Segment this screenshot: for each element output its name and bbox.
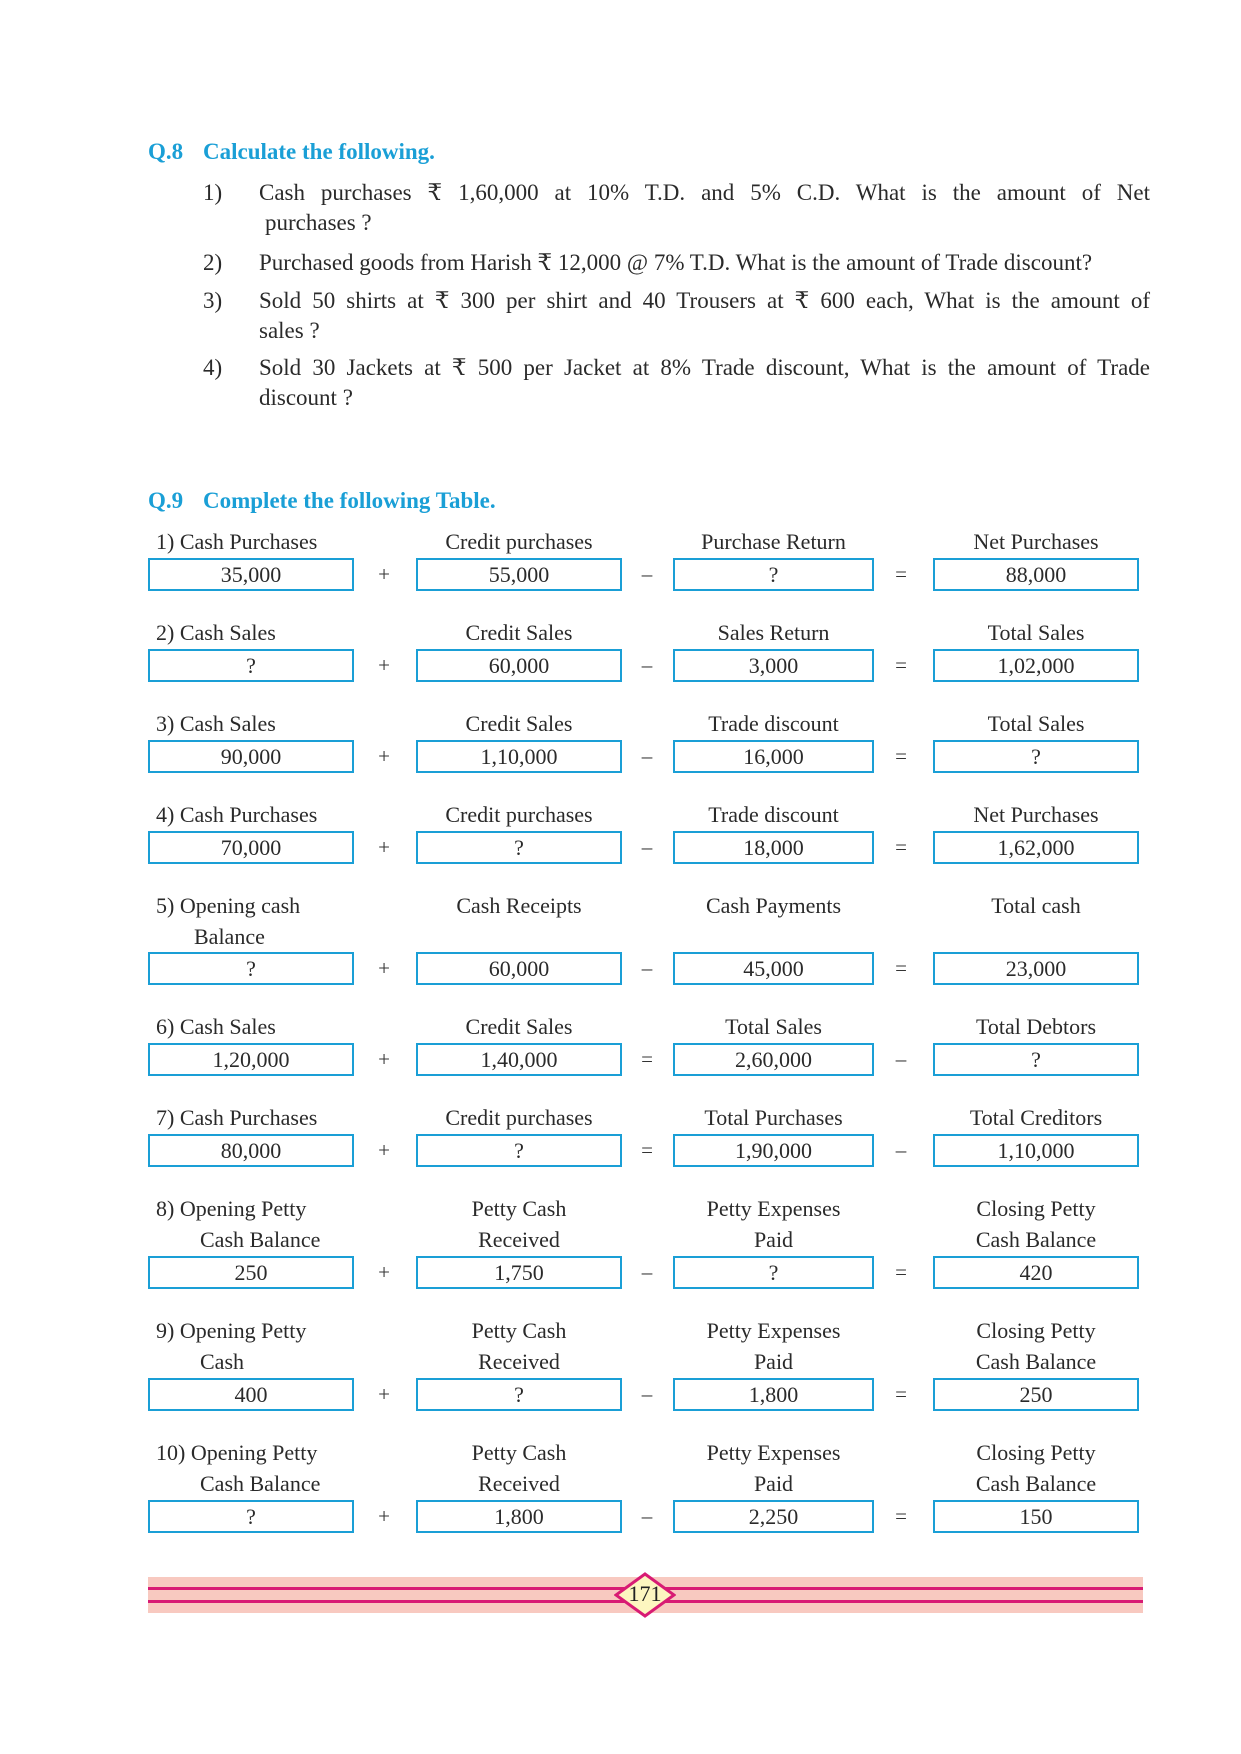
row-3-col-1-label [156, 708, 396, 739]
row-10-col-3-label [673, 1437, 874, 1499]
item-text-cont: discount ? [259, 385, 353, 410]
value-box: 1,800 [673, 1378, 874, 1411]
plus-operator: + [378, 835, 390, 859]
row-index: 6) [156, 1014, 175, 1039]
label-text: Net Purchases [973, 529, 1099, 554]
row-1-col-1-label [156, 526, 396, 557]
value-box: 2,250 [673, 1500, 874, 1533]
value-box: 400 [148, 1378, 354, 1411]
label-text: Closing Petty [976, 1440, 1096, 1465]
minus-operator: – [641, 1382, 653, 1406]
label-text-line2: Cash Balance [975, 1471, 1097, 1496]
minus-operator: – [641, 835, 653, 859]
row-2-col-1-label [156, 617, 396, 648]
label-text-line2: Balance [194, 924, 265, 949]
value-box: 23,000 [933, 952, 1139, 985]
label-text: Trade discount [708, 711, 839, 736]
label-text: Opening Petty [174, 1196, 307, 1221]
value-box: 1,800 [416, 1500, 622, 1533]
item-text-cont: purchases ? [265, 210, 372, 235]
plus-operator: + [378, 1504, 390, 1528]
answer-blank-box[interactable]: ? [148, 649, 354, 682]
label-text-line2: Received [478, 1227, 560, 1252]
minus-operator: – [641, 562, 653, 586]
equals-operator: = [895, 1382, 907, 1406]
row-1-col-3-label [673, 526, 874, 557]
row-index: 7) [156, 1105, 175, 1130]
label-text: Credit Sales [465, 711, 573, 736]
answer-blank-box[interactable]: ? [416, 1378, 622, 1411]
equals-operator: = [895, 1260, 907, 1284]
label-text: Cash Sales [174, 1014, 276, 1039]
value-box: 70,000 [148, 831, 354, 864]
row-index: 5) [156, 893, 175, 918]
row-9-col-1-label [156, 1315, 396, 1377]
row-10-col-4-label [933, 1437, 1139, 1499]
answer-blank-box[interactable]: ? [673, 1256, 874, 1289]
q9-heading [148, 488, 496, 514]
label-text: Purchase Return [701, 529, 846, 554]
label-text: Total cash [991, 893, 1081, 918]
value-box: 18,000 [673, 831, 874, 864]
plus-operator: + [378, 744, 390, 768]
row-6-col-4-label [933, 1011, 1139, 1042]
minus-operator: – [641, 744, 653, 768]
label-text: Cash Purchases [174, 1105, 318, 1130]
equals-operator: = [895, 1504, 907, 1528]
row-4-col-4-label [933, 799, 1139, 830]
row-index: 4) [156, 802, 175, 827]
value-box: 45,000 [673, 952, 874, 985]
item-text: Purchased goods from Harish ₹ 12,000 @ 7% T.D. What is the amount of Trade discount? [259, 250, 1093, 275]
answer-blank-box[interactable]: ? [416, 1134, 622, 1167]
row-8-col-3-label [673, 1193, 874, 1255]
label-text: Closing Petty [976, 1196, 1096, 1221]
value-box: 1,62,000 [933, 831, 1139, 864]
label-text: Cash Sales [174, 620, 276, 645]
label-text: Petty Cash [471, 1318, 567, 1343]
value-box: 1,10,000 [416, 740, 622, 773]
minus-operator: – [641, 653, 653, 677]
label-text: Credit purchases [445, 529, 593, 554]
value-box: 1,20,000 [148, 1043, 354, 1076]
value-box: 88,000 [933, 558, 1139, 591]
row-9-col-4-label [933, 1315, 1139, 1377]
q9-number: Q.9 [148, 488, 184, 513]
q8-title: Calculate the following. [203, 139, 435, 164]
q9-title: Complete the following Table. [203, 488, 496, 513]
value-box: 2,60,000 [673, 1043, 874, 1076]
label-text: Opening cash [174, 893, 301, 918]
item-text: Cash purchases ₹ 1,60,000 at 10% T.D. and 5% C.D. What is the amount of Net [259, 180, 1150, 205]
row-8-col-4-label [933, 1193, 1139, 1255]
minus-operator: – [895, 1138, 907, 1162]
label-text: Cash Purchases [174, 529, 318, 554]
value-box: 1,750 [416, 1256, 622, 1289]
row-index: 9) [156, 1318, 175, 1343]
row-5-col-2-label [416, 890, 622, 921]
value-box: 1,02,000 [933, 649, 1139, 682]
label-text: Trade discount [708, 802, 839, 827]
row-7-col-3-label [673, 1102, 874, 1133]
row-8-col-1-label [156, 1193, 396, 1255]
row-6-col-2-label [416, 1011, 622, 1042]
value-box: 60,000 [416, 649, 622, 682]
answer-blank-box[interactable]: ? [148, 952, 354, 985]
label-text-line2: Paid [753, 1349, 794, 1374]
equals-operator: = [895, 562, 907, 586]
equals-operator: = [895, 653, 907, 677]
plus-operator: + [378, 1260, 390, 1284]
value-box: 250 [933, 1378, 1139, 1411]
value-box: 150 [933, 1500, 1139, 1533]
answer-blank-box[interactable]: ? [933, 1043, 1139, 1076]
row-7-col-1-label [156, 1102, 396, 1133]
label-text: Credit purchases [445, 802, 593, 827]
label-text-line2: Cash Balance [975, 1349, 1097, 1374]
label-text: Credit purchases [445, 1105, 593, 1130]
q8-item-4 [203, 353, 1153, 413]
q8-heading [148, 139, 435, 165]
value-box: 3,000 [673, 649, 874, 682]
row-index: 3) [156, 711, 175, 736]
value-box: 250 [148, 1256, 354, 1289]
label-text-line2: Cash Balance [200, 1471, 321, 1496]
label-text: Net Purchases [973, 802, 1099, 827]
label-text-line2: Cash Balance [975, 1227, 1097, 1252]
page-number: 171 [628, 1581, 662, 1606]
q8-item-1 [203, 178, 1153, 238]
label-text: Credit Sales [465, 1014, 573, 1039]
item-number: 4) [203, 355, 223, 380]
label-text: Total Debtors [975, 1014, 1097, 1039]
plus-operator: + [378, 956, 390, 980]
label-text-line2: Cash [200, 1349, 244, 1374]
row-2-col-4-label [933, 617, 1139, 648]
item-number: 3) [203, 288, 223, 313]
label-text: Total Creditors [969, 1105, 1103, 1130]
value-box: 1,40,000 [416, 1043, 622, 1076]
row-2-col-3-label [673, 617, 874, 648]
row-7-col-2-label [416, 1102, 622, 1133]
label-text: Total Sales [725, 1014, 822, 1039]
value-box: 420 [933, 1256, 1139, 1289]
label-text: Closing Petty [976, 1318, 1096, 1343]
value-box: 55,000 [416, 558, 622, 591]
label-text-line2: Paid [753, 1227, 794, 1252]
label-text: Cash Receipts [456, 893, 582, 918]
row-8-col-2-label [416, 1193, 622, 1255]
label-text-line2: Received [478, 1349, 560, 1374]
label-text-line2: Paid [753, 1471, 794, 1496]
label-text: Petty Expenses [706, 1440, 841, 1465]
minus-operator: – [641, 1504, 653, 1528]
label-text: Cash Sales [174, 711, 276, 736]
row-6-col-1-label [156, 1011, 396, 1042]
row-2-col-2-label [416, 617, 622, 648]
item-number: 2) [203, 250, 223, 275]
value-box: 80,000 [148, 1134, 354, 1167]
value-box: 16,000 [673, 740, 874, 773]
row-6-col-3-label [673, 1011, 874, 1042]
plus-operator: + [378, 1047, 390, 1071]
q8-item-3 [203, 286, 1153, 346]
label-text: Petty Cash [471, 1196, 567, 1221]
label-text: Credit Sales [465, 620, 573, 645]
label-text: Cash Purchases [174, 802, 318, 827]
row-index: 2) [156, 620, 175, 645]
row-10-col-1-label [156, 1437, 396, 1499]
plus-operator: + [378, 562, 390, 586]
label-text: Opening Petty [174, 1318, 307, 1343]
row-10-col-2-label [416, 1437, 622, 1499]
row-3-col-2-label [416, 708, 622, 739]
q8-number: Q.8 [148, 139, 184, 164]
value-box: 90,000 [148, 740, 354, 773]
equals-operator: = [641, 1138, 653, 1162]
row-7-col-4-label [933, 1102, 1139, 1133]
row-5-col-4-label [933, 890, 1139, 921]
q8-item-2 [203, 248, 1153, 278]
row-index: 8) [156, 1196, 175, 1221]
equals-operator: = [641, 1047, 653, 1071]
answer-blank-box[interactable]: ? [416, 831, 622, 864]
row-9-col-2-label [416, 1315, 622, 1377]
label-text: Total Purchases [704, 1105, 843, 1130]
equals-operator: = [895, 956, 907, 980]
item-text: Sold 30 Jackets at ₹ 500 per Jacket at 8% Trade discount, What is the amount of Trade [259, 355, 1150, 380]
value-box: 60,000 [416, 952, 622, 985]
row-index: 1) [156, 529, 175, 554]
label-text: Petty Cash [471, 1440, 567, 1465]
value-box: 1,90,000 [673, 1134, 874, 1167]
item-text-cont: sales ? [259, 318, 320, 343]
row-4-col-3-label [673, 799, 874, 830]
row-3-col-3-label [673, 708, 874, 739]
row-9-col-3-label [673, 1315, 874, 1377]
row-1-col-2-label [416, 526, 622, 557]
row-1-col-4-label [933, 526, 1139, 557]
plus-operator: + [378, 1138, 390, 1162]
row-3-col-4-label [933, 708, 1139, 739]
answer-blank-box[interactable]: ? [148, 1500, 354, 1533]
label-text-line2: Cash Balance [200, 1227, 321, 1252]
label-text: Total Sales [987, 620, 1085, 645]
label-text-line2: Received [478, 1471, 560, 1496]
plus-operator: + [378, 1382, 390, 1406]
item-text: Sold 50 shirts at ₹ 300 per shirt and 40 Trousers at ₹ 600 each, What is the amount of [259, 288, 1150, 313]
minus-operator: – [641, 1260, 653, 1284]
row-index: 10) [156, 1440, 186, 1465]
equals-operator: = [895, 835, 907, 859]
plus-operator: + [378, 653, 390, 677]
answer-blank-box[interactable]: ? [933, 740, 1139, 773]
value-box: 35,000 [148, 558, 354, 591]
row-4-col-1-label [156, 799, 396, 830]
value-box: 1,10,000 [933, 1134, 1139, 1167]
label-text: Total Sales [987, 711, 1085, 736]
item-number: 1) [203, 180, 223, 205]
row-5-col-1-label [156, 890, 396, 952]
minus-operator: – [641, 956, 653, 980]
equals-operator: = [895, 744, 907, 768]
row-5-col-3-label [673, 890, 874, 921]
answer-blank-box[interactable]: ? [673, 558, 874, 591]
label-text: Petty Expenses [706, 1318, 841, 1343]
label-text: Petty Expenses [706, 1196, 841, 1221]
label-text: Opening Petty [185, 1440, 318, 1465]
label-text: Cash Payments [705, 893, 842, 918]
label-text: Sales Return [717, 620, 830, 645]
row-4-col-2-label [416, 799, 622, 830]
minus-operator: – [895, 1047, 907, 1071]
